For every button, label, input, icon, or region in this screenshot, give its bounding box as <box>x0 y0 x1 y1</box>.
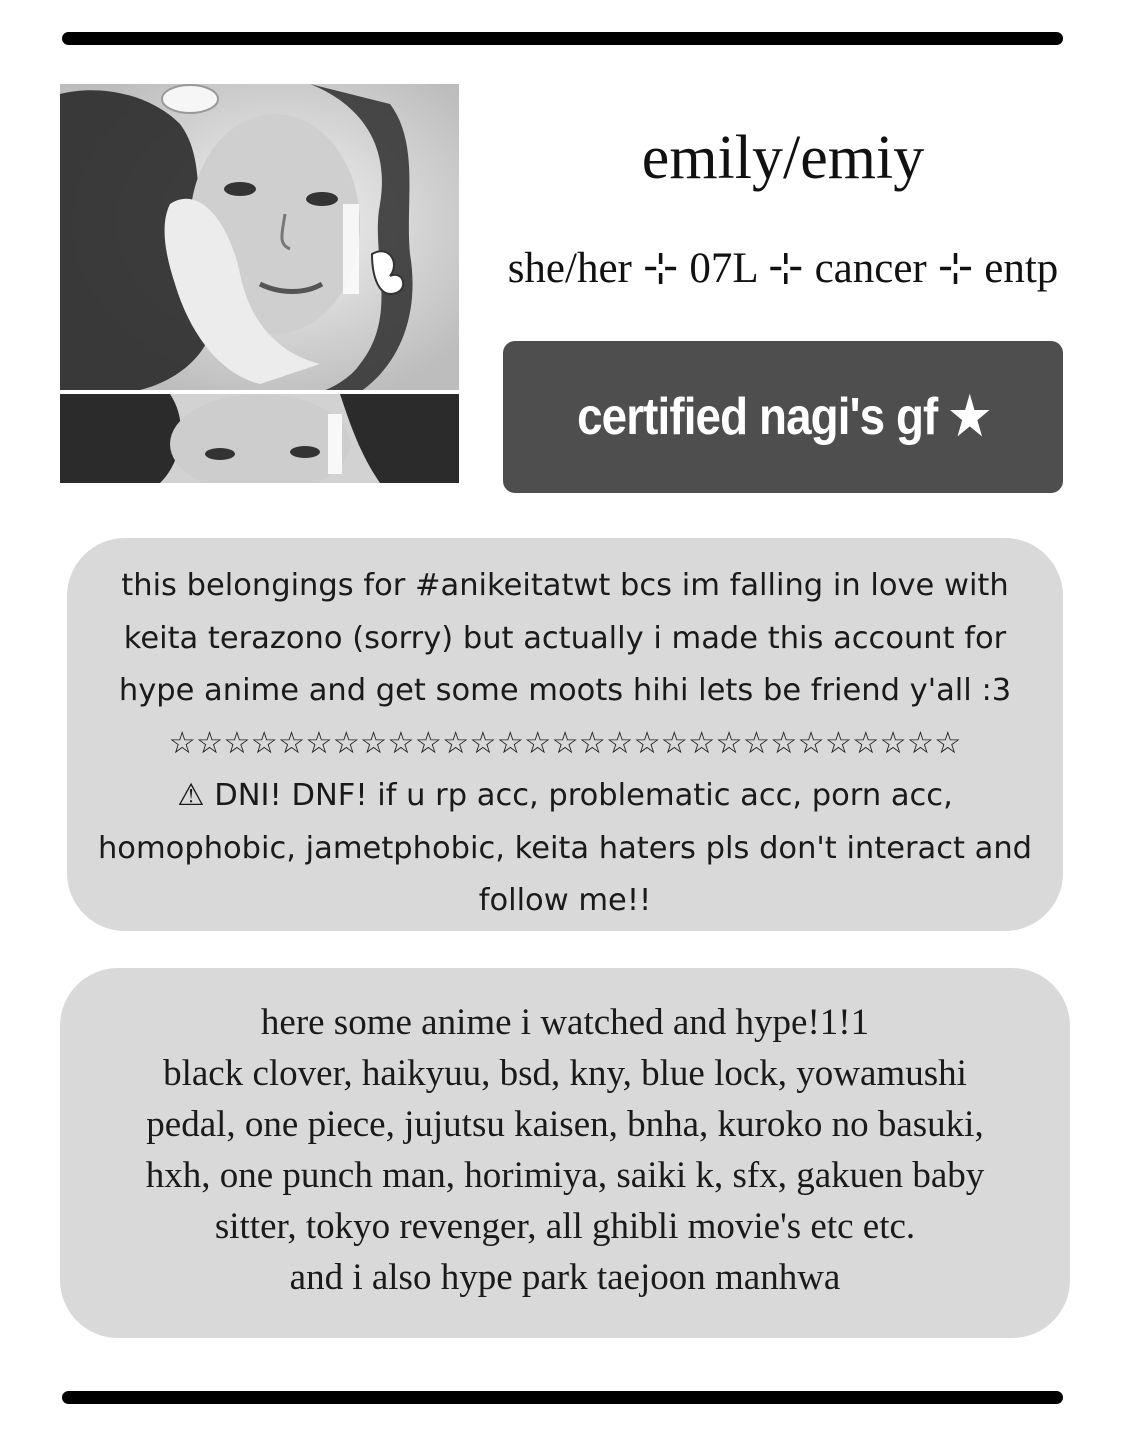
bottom-divider <box>62 1391 1063 1404</box>
profile-tags: she/her ⊹ 07L ⊹ cancer ⊹ entp <box>507 245 1059 292</box>
profile-name: emily/emiy <box>641 124 925 192</box>
anime-line: hxh, one punch man, horimiya, saiki k, sfx, gakuen baby <box>145 1155 985 1196</box>
anime-line: sitter, tokyo revenger, all ghibli movie's etc etc. <box>214 1206 916 1247</box>
profile-photo-collage <box>60 84 459 483</box>
certified-badge <box>503 341 1063 493</box>
badge-text: certified nagi's gf ★ <box>576 388 990 446</box>
bio-card <box>67 538 1063 931</box>
bio-warning-line: ⚠ DNI! DNF! if u rp acc, problematic acc, porn acc, <box>177 778 953 813</box>
anime-heading: here some anime i watched and hype!1!1 <box>260 1002 870 1043</box>
anime-list-card <box>60 968 1070 1338</box>
star-divider: ☆☆☆☆☆☆☆☆☆☆☆☆☆☆☆☆☆☆☆☆☆☆☆☆☆☆☆☆☆ <box>168 725 962 761</box>
bio-line: keita terazono (sorry) but actually i made this account for <box>123 620 1007 656</box>
bio-line: homophobic, jametphobic, keita haters pls don't interact and <box>97 830 1033 866</box>
anime-line: black clover, haikyuu, bsd, kny, blue lock, yowamushi <box>163 1053 967 1094</box>
bio-line: follow me!! <box>478 883 652 918</box>
bio-line: hype anime and get some moots hihi lets be friend y'all :3 <box>118 673 1012 708</box>
anime-line: and i also hype park taejoon manhwa <box>289 1257 841 1298</box>
profile-photo <box>60 84 459 483</box>
top-divider <box>62 32 1063 45</box>
bio-line: this belongings for #anikeitatwt bcs im falling in love with <box>121 568 1009 603</box>
anime-line: pedal, one piece, jujutsu kaisen, bnha, kuroko no basuki, <box>146 1104 984 1145</box>
